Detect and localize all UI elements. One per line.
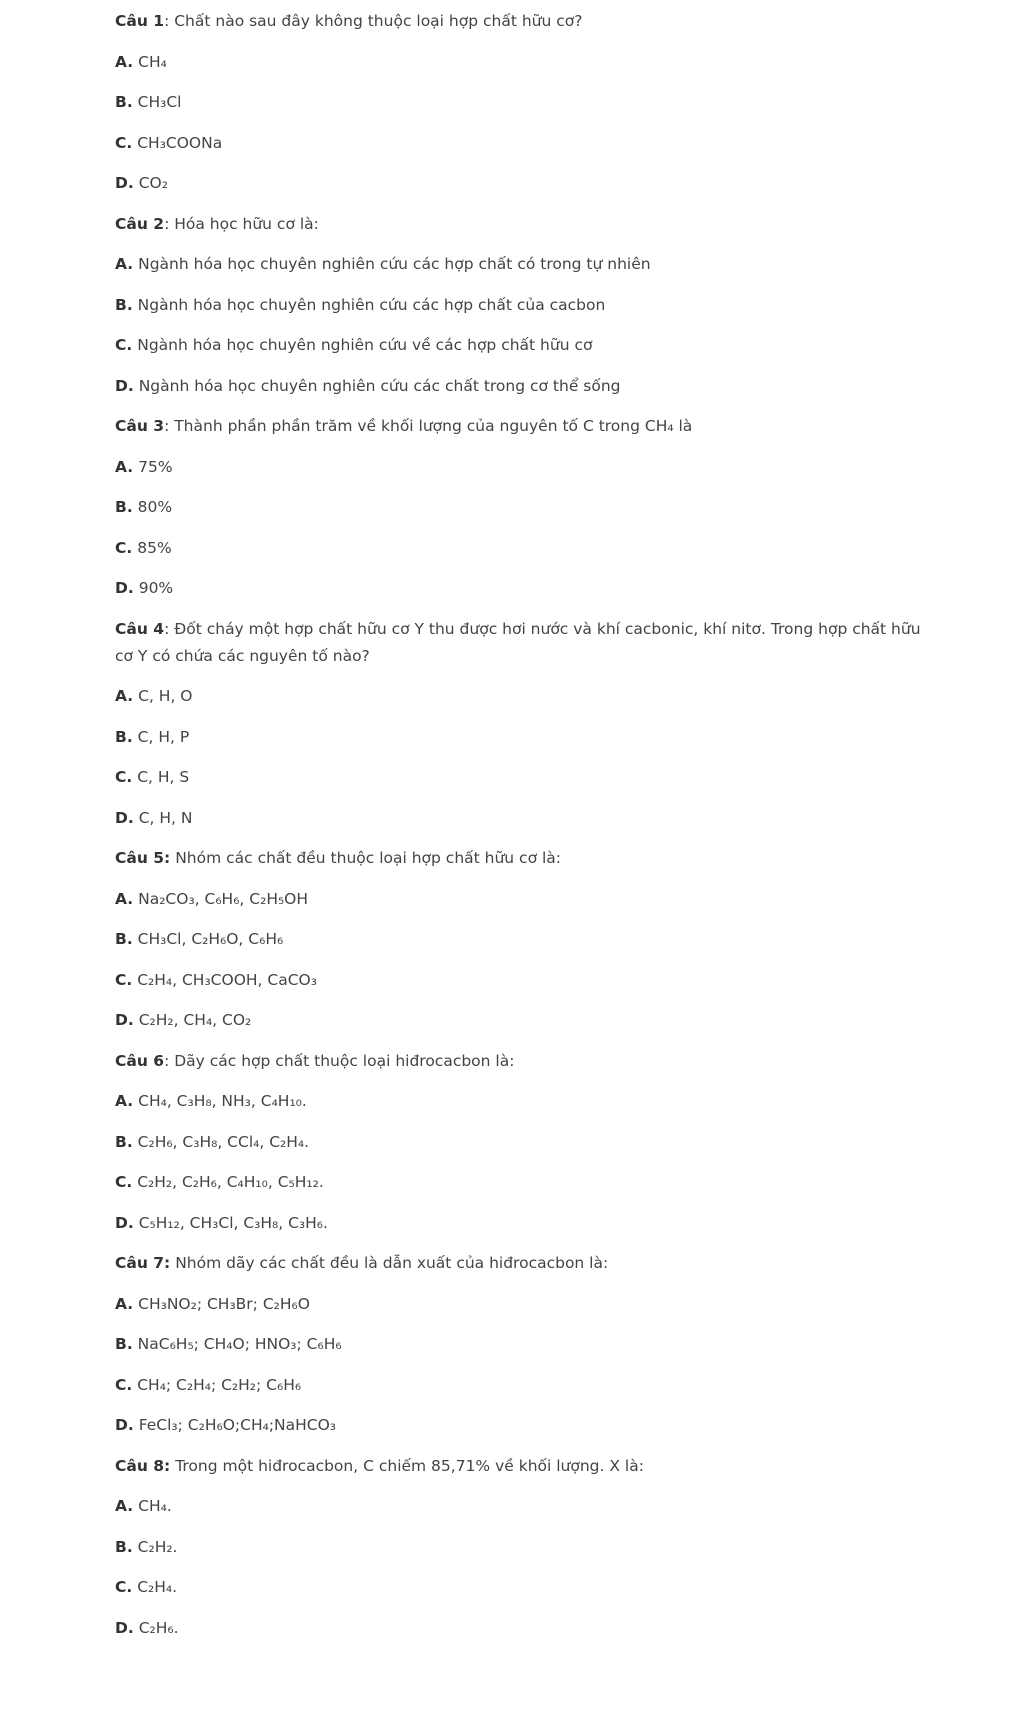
option-text: FeCl₃; C₂H₆O;CH₄;NaHCO₃ [138, 1416, 337, 1434]
option-text: 85% [137, 538, 172, 557]
option-text: Ngành hóa học chuyên nghiên cứu các hợp chất của cacbon [137, 295, 606, 314]
option-text: CH₄. [138, 1497, 172, 1515]
option-2b: B. Ngành hóa học chuyên nghiên cứu các hợp chất của cacbon [115, 295, 606, 314]
option-letter: A [115, 1092, 128, 1110]
option-letter: A [115, 457, 128, 476]
question-label: Câu 8: [115, 1456, 171, 1475]
option-text: C₂H₄. [137, 1578, 178, 1596]
option-text: 80% [137, 498, 173, 516]
option-letter: B [115, 930, 127, 948]
option-letter: D [115, 174, 128, 192]
option-5b: B. CH₃Cl, C₂H₆O, C₆H₆ [115, 930, 284, 948]
question-label: Câu 2 [115, 214, 165, 233]
option-text: C, H, P [137, 727, 190, 746]
option-1c: C. CH₃COONa [115, 133, 223, 152]
option-text: NaC₆H₅; CH₄O; HNO₃; C₆H₆ [137, 1335, 342, 1353]
question-4 [115, 616, 935, 670]
option-text: 90% [138, 579, 174, 597]
option-8a: A. CH₄. [115, 1497, 172, 1515]
option-text: Ngành hóa học chuyên nghiên cứu về các hợp chất hữu cơ [137, 336, 593, 354]
option-letter: B [115, 1335, 127, 1353]
option-3b: B. 80% [115, 498, 173, 516]
option-3d: D. 90% [115, 579, 174, 597]
option-text: C₂H₂, CH₄, CO₂ [138, 1011, 252, 1029]
option-letter: A [115, 255, 128, 273]
option-text: C₂H₄, CH₃COOH, CaCO₃ [137, 970, 317, 989]
option-letter: D [115, 579, 128, 597]
option-text: CH₃NO₂; CH₃Br; C₂H₆O [138, 1294, 310, 1313]
question-separator: : [164, 1051, 175, 1070]
question-label: Câu 3 [115, 417, 165, 435]
question-7 [115, 1250, 935, 1277]
option-6a: A. CH₄, C₃H₈, NH₃, C₄H₁₀. [115, 1092, 307, 1110]
option-letter: C [115, 336, 127, 354]
question-label: Câu 4 [115, 619, 165, 638]
option-letter: B [115, 727, 127, 746]
option-text: CH₄; C₂H₄; C₂H₂; C₆H₆ [137, 1375, 302, 1394]
option-4d: D. C, H, N [115, 808, 193, 827]
question-text: Trong một hiđrocacbon, C chiếm 85,71% về khối lượng. X là: [175, 1456, 644, 1475]
option-letter: C [115, 768, 127, 786]
option-letter: A [115, 52, 128, 71]
question-8 [115, 1453, 935, 1480]
question-separator: : [164, 619, 175, 638]
option-6c: C. C₂H₂, C₂H₆, C₄H₁₀, C₅H₁₂. [115, 1173, 324, 1191]
option-letter: C [115, 133, 127, 152]
option-text: C₂H₂, C₂H₆, C₄H₁₀, C₅H₁₂. [137, 1173, 324, 1191]
option-text: Ngành hóa học chuyên nghiên cứu các hợp chất có trong tự nhiên [138, 255, 651, 273]
option-text: C, H, N [138, 808, 193, 827]
question-label: Câu 1 [115, 12, 165, 30]
question-label: Câu 6 [115, 1051, 165, 1070]
question-text: Đốt cháy một hợp chất hữu cơ Y thu được hơi nước và khí cacbonic, khí nitơ. Trong hợp chất hữu cơ Y có chứa các nguyên tố nào? [115, 619, 921, 665]
question-text: Dãy các hợp chất thuộc loại hiđrocacbon là: [174, 1051, 515, 1070]
question-2 [115, 211, 935, 238]
option-8b: B. C₂H₂. [115, 1537, 178, 1556]
question-label: Câu 7: [115, 1254, 171, 1272]
option-4c: C. C, H, S [115, 768, 190, 786]
option-text: Ngành hóa học chuyên nghiên cứu các chất trong cơ thể sống [138, 376, 621, 395]
option-letter: B [115, 295, 127, 314]
option-text: CO₂ [138, 174, 168, 192]
option-text: C₂H₆, C₃H₈, CCl₄, C₂H₄. [137, 1132, 310, 1151]
option-letter: B [115, 1537, 127, 1556]
option-text: C, H, O [138, 687, 193, 705]
option-letter: C [115, 1173, 127, 1191]
option-8d: D. C₂H₆. [115, 1618, 179, 1637]
option-7c: C. CH₄; C₂H₄; C₂H₂; C₆H₆ [115, 1375, 302, 1394]
option-letter: D [115, 376, 128, 395]
option-letter: D [115, 1416, 128, 1434]
option-letter: B [115, 498, 127, 516]
option-text: CH₃Cl, C₂H₆O, C₆H₆ [137, 930, 284, 948]
question-5 [115, 845, 935, 872]
option-6d: D. C₅H₁₂, CH₃Cl, C₃H₈, C₃H₆. [115, 1213, 328, 1232]
option-letter: B [115, 1132, 127, 1151]
option-7b: B. NaC₆H₅; CH₄O; HNO₃; C₆H₆ [115, 1335, 342, 1353]
option-letter: B [115, 93, 127, 111]
option-3a: A. 75% [115, 457, 173, 476]
option-4a: A. C, H, O [115, 687, 193, 705]
question-3 [115, 413, 935, 440]
option-letter: C [115, 970, 127, 989]
option-text: C₂H₆. [138, 1618, 179, 1637]
option-text: C₂H₂. [137, 1537, 178, 1556]
quiz-document [115, 8, 935, 1655]
option-letter: C [115, 538, 127, 557]
option-letter: D [115, 808, 128, 827]
option-5d: D. C₂H₂, CH₄, CO₂ [115, 1011, 252, 1029]
option-letter: C [115, 1578, 127, 1596]
option-4b: B. C, H, P [115, 727, 190, 746]
option-letter: A [115, 889, 128, 908]
option-1d: D. CO₂ [115, 174, 168, 192]
option-2a: A. Ngành hóa học chuyên nghiên cứu các hợp chất có trong tự nhiên [115, 255, 651, 273]
option-1b: B. CH₃Cl [115, 93, 182, 111]
option-letter: D [115, 1213, 128, 1232]
option-8c: C. C₂H₄. [115, 1578, 178, 1596]
option-letter: A [115, 687, 128, 705]
question-text: Thành phần phần trăm về khối lượng của nguyên tố C trong CH₄ là [174, 417, 693, 435]
option-7a: A. CH₃NO₂; CH₃Br; C₂H₆O [115, 1294, 310, 1313]
option-text: Na₂CO₃, C₆H₆, C₂H₅OH [138, 889, 309, 908]
option-2c: C. Ngành hóa học chuyên nghiên cứu về các hợp chất hữu cơ [115, 336, 593, 354]
option-letter: A [115, 1294, 128, 1313]
question-text: Nhóm các chất đều thuộc loại hợp chất hữu cơ là: [175, 849, 562, 867]
option-text: C, H, S [137, 768, 190, 786]
question-separator: : [164, 12, 175, 30]
option-text: CH₄ [138, 52, 167, 71]
option-6b: B. C₂H₆, C₃H₈, CCl₄, C₂H₄. [115, 1132, 310, 1151]
question-separator: : [164, 214, 175, 233]
question-6 [115, 1048, 935, 1075]
option-letter: A [115, 1497, 128, 1515]
question-text: Nhóm dãy các chất đều là dẫn xuất của hiđrocacbon là: [175, 1254, 609, 1272]
option-text: 75% [138, 457, 173, 476]
option-text: C₅H₁₂, CH₃Cl, C₃H₈, C₃H₆. [138, 1213, 328, 1232]
option-7d: D. FeCl₃; C₂H₆O;CH₄;NaHCO₃ [115, 1416, 337, 1434]
question-text: Chất nào sau đây không thuộc loại hợp chất hữu cơ? [174, 12, 583, 30]
option-1a: A. CH₄ [115, 52, 167, 71]
question-separator: : [164, 417, 175, 435]
question-1 [115, 8, 935, 35]
option-letter: D [115, 1618, 128, 1637]
option-3c: C. 85% [115, 538, 172, 557]
option-text: CH₄, C₃H₈, NH₃, C₄H₁₀. [138, 1092, 307, 1110]
option-5a: A. Na₂CO₃, C₆H₆, C₂H₅OH [115, 889, 309, 908]
question-text: Hóa học hữu cơ là: [174, 214, 319, 233]
option-5c: C. C₂H₄, CH₃COOH, CaCO₃ [115, 970, 317, 989]
question-label: Câu 5: [115, 849, 171, 867]
option-2d: D. Ngành hóa học chuyên nghiên cứu các chất trong cơ thể sống [115, 376, 621, 395]
option-letter: C [115, 1375, 127, 1394]
option-letter: D [115, 1011, 128, 1029]
option-text: CH₃COONa [137, 133, 223, 152]
option-text: CH₃Cl [137, 93, 182, 111]
